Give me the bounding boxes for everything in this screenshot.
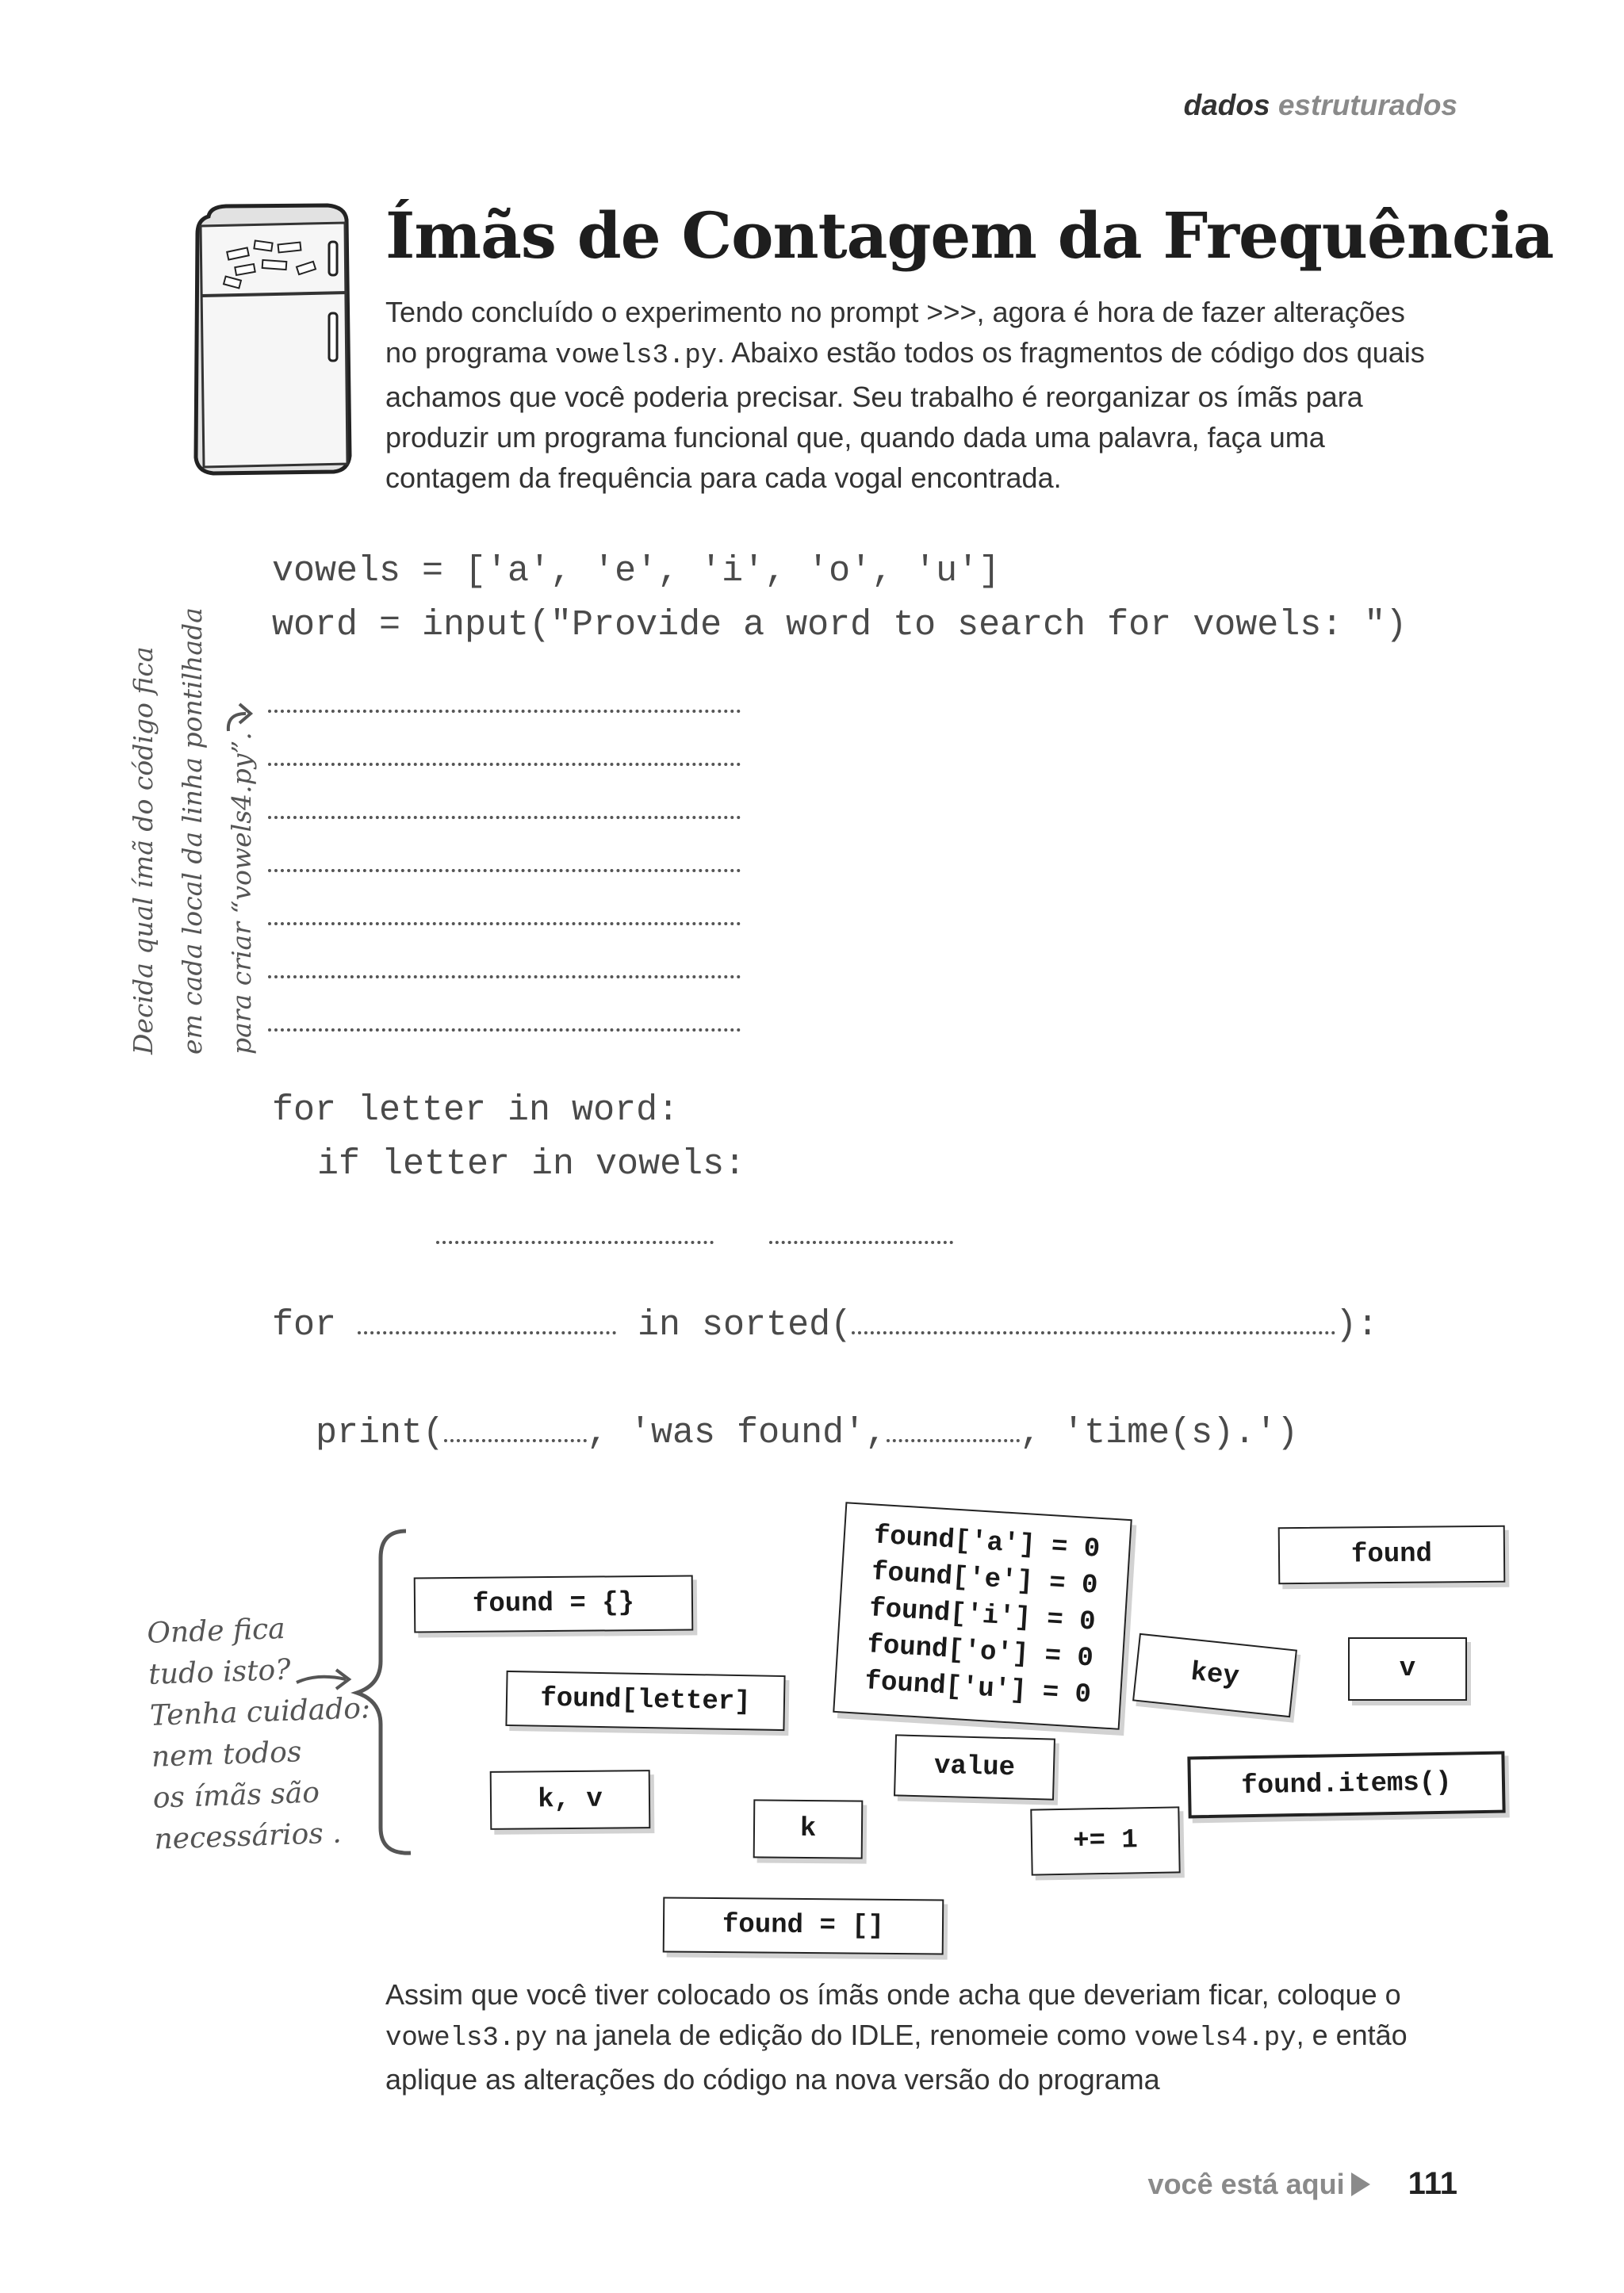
blank-line-2[interactable] xyxy=(268,763,741,766)
outro-text-3: , e então aplique as alterações do código na nova versão do programa xyxy=(385,2019,1408,2096)
outro-code-2: vowels4.py xyxy=(1134,2023,1297,2054)
init-line-e: found['e'] = 0 xyxy=(870,1557,1099,1602)
magnet-found-letter[interactable]: found[letter] xyxy=(505,1671,785,1731)
header-bold: dados xyxy=(1183,89,1270,121)
code-line-word: word = input("Provide a word to search for vowels: ") xyxy=(272,605,1408,645)
magnet-value[interactable]: value xyxy=(894,1734,1055,1800)
page-footer xyxy=(1148,2166,1457,2202)
running-header xyxy=(1184,89,1457,122)
print-time: , 'time(s).') xyxy=(1020,1413,1299,1453)
side-note-line-2: em cada local da linha pontilhada xyxy=(177,607,208,1055)
code-for-sorted xyxy=(272,1305,1378,1346)
magnets-note-line-4: nem todos xyxy=(151,1736,302,1774)
outro-code-1: vowels3.py xyxy=(385,2023,548,2054)
magnet-found[interactable]: found xyxy=(1278,1525,1506,1584)
blank-line-6[interactable] xyxy=(268,975,741,978)
magnets-note xyxy=(147,1606,376,1861)
blank-inner-2[interactable] xyxy=(769,1241,953,1244)
blank-inner-1[interactable] xyxy=(436,1241,714,1244)
blank-line-1[interactable] xyxy=(268,710,741,713)
magnet-plus-eq[interactable]: += 1 xyxy=(1030,1806,1180,1875)
magnet-found-dict[interactable]: found = {} xyxy=(414,1575,694,1633)
side-note-line-3: para criar “vowels4.py”. xyxy=(226,732,257,1055)
magnet-k[interactable]: k xyxy=(753,1799,864,1859)
intro-paragraph xyxy=(385,292,1432,498)
intro-text-2: . Abaixo estão todos os fragmentos de código dos quais achamos que você poderia precisar. Seu trabalho é reorganizar os ímãs para produzir um programa funcional que, quando dada uma palavra, faça uma contagem da frequência para cada vogal encontrada. xyxy=(385,336,1425,494)
code-line-vowels: vowels = ['a', 'e', 'i', 'o', 'u'] xyxy=(272,551,1001,591)
print-was-found: , 'was found', xyxy=(587,1413,887,1453)
arrow-to-brace-icon xyxy=(293,1663,357,1695)
triangle-right-icon xyxy=(1351,2172,1370,2196)
magnets-note-line-5: os ímãs são xyxy=(152,1776,320,1815)
header-rest: estruturados xyxy=(1277,89,1457,121)
init-line-a: found['a'] = 0 xyxy=(872,1521,1101,1565)
magnets-note-line-2: tudo isto? xyxy=(147,1653,292,1691)
for-keyword: for xyxy=(272,1305,358,1346)
magnet-k-v[interactable]: k, v xyxy=(490,1770,651,1830)
init-line-i: found['i'] = 0 xyxy=(868,1594,1097,1638)
page-number: 111 xyxy=(1408,2166,1457,2201)
code-print xyxy=(316,1413,1298,1453)
outro-text-2: na janela de edição do IDLE, renomeie como xyxy=(547,2019,1135,2051)
magnet-init-block[interactable] xyxy=(833,1502,1132,1730)
fridge-icon xyxy=(186,202,361,480)
print-open: print( xyxy=(316,1413,445,1453)
blank-sorted-arg[interactable] xyxy=(852,1325,1335,1334)
blank-line-7[interactable] xyxy=(268,1028,741,1032)
blank-print-2[interactable] xyxy=(887,1433,1020,1442)
blank-for-var[interactable] xyxy=(358,1325,616,1334)
code-for-letter: for letter in word: xyxy=(272,1090,680,1131)
magnets-note-line-3: Tenha cuidado: xyxy=(149,1692,371,1732)
blank-line-4[interactable] xyxy=(268,869,741,872)
outro-text-1: Assim que você tiver colocado os ímãs onde acha que deveriam ficar, coloque o xyxy=(385,1978,1401,2011)
magnet-found-list[interactable]: found = [] xyxy=(663,1897,944,1954)
init-line-o: found['o'] = 0 xyxy=(866,1630,1094,1675)
close-paren: ): xyxy=(1335,1305,1379,1346)
arrow-right-icon xyxy=(222,690,270,737)
magnets-note-line-6: necessários . xyxy=(153,1816,343,1856)
blank-line-3[interactable] xyxy=(268,816,741,819)
blank-print-1[interactable] xyxy=(444,1433,587,1442)
magnet-v[interactable]: v xyxy=(1348,1637,1467,1701)
init-line-u: found['u'] = 0 xyxy=(864,1667,1092,1711)
outro-paragraph xyxy=(385,1974,1464,2100)
page-title: Ímãs de Contagem da Frequência xyxy=(385,198,1553,273)
blank-line-5[interactable] xyxy=(268,922,741,925)
side-note-line-1: Decida qual ímã do código fica xyxy=(128,646,159,1055)
side-note xyxy=(119,607,266,1055)
code-if-letter: if letter in vowels: xyxy=(317,1144,746,1185)
magnets-note-line-1: Onde fica xyxy=(146,1612,286,1650)
footer-label: você está aqui xyxy=(1147,2168,1345,2200)
magnet-found-items[interactable]: found.items() xyxy=(1187,1751,1505,1819)
magnet-key[interactable]: key xyxy=(1132,1633,1297,1717)
intro-code: vowels3.py xyxy=(555,341,718,371)
intro-text-1: Tendo concluído o experimento no prompt >>>, agora é hora de fazer alterações no programa xyxy=(385,296,1405,369)
in-sorted: in sorted( xyxy=(616,1305,852,1346)
